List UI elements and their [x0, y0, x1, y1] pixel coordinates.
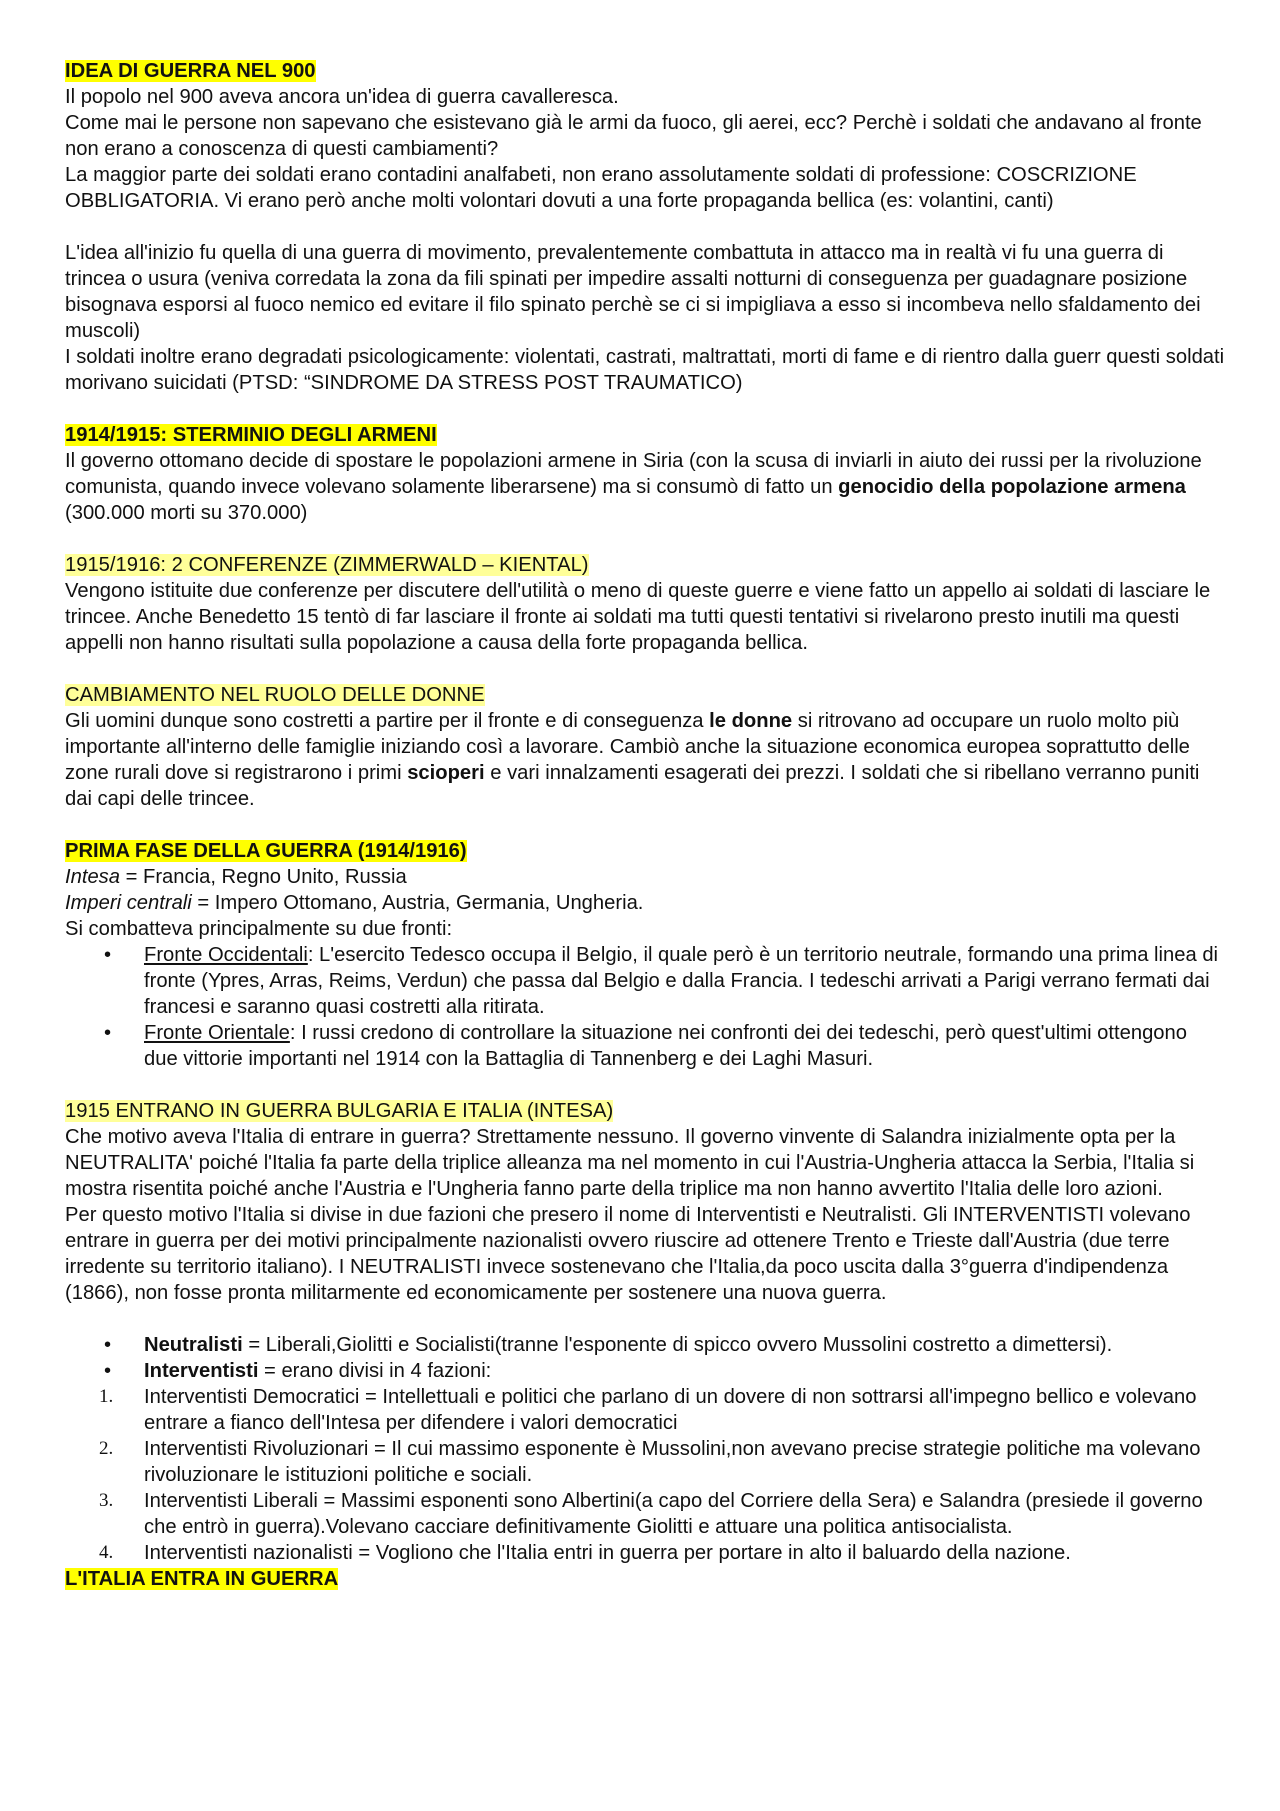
list-item	[65, 1358, 1225, 1384]
text-run: Interventisti Liberali = Massimi esponenti sono Albertini(a capo del Corriere della Sera) e Salandra (presiede il governo che entrò in guerra).Volevano cacciare definitivamente Giolitti e attuare una politica antisocialista.	[144, 1490, 1203, 1538]
list-item	[65, 942, 1225, 1020]
bullet-icon: •	[104, 944, 112, 966]
heading-highlight: 1914/1915: STERMINIO DEGLI ARMENI	[65, 424, 437, 446]
underlined-term: Fronte Occidentali	[144, 944, 308, 966]
italic-term: Intesa	[65, 866, 120, 888]
paragraph: Vengono istituite due conferenze per discutere dell'utilità o meno di queste guerre e viene fatto un appello ai soldati di lasciare le trincee. Anche Benedetto 15 tentò di far lasciare il fronte ai soldati ma tutti questi tentativi si rivelarono presto inutili ma questi appelli non hanno risultati sulla popolazione a causa della forte propaganda bellica.	[65, 580, 1211, 654]
list-number: 2.	[99, 1438, 114, 1459]
blank-line	[65, 214, 1225, 240]
section-heading	[65, 1098, 1225, 1124]
bold-text: genocidio della popolazione armena	[838, 476, 1186, 498]
text-run: = Francia, Regno Unito, Russia	[120, 866, 407, 888]
text-run: si ritrovano ad occupare un ruolo molto più importante all'interno delle famiglie iniziando così a lavorare. Cambiò anche la situazione economica europea soprattutto delle zone rurali dove si registrarono i primi	[65, 710, 1190, 784]
italic-term: Imperi centrali	[65, 892, 192, 914]
underlined-term: Fronte Orientale	[144, 1022, 290, 1044]
text-run: Interventisti Democratici = Intellettuali e politici che parlano di un dovere di non sottrarsi all'impegno bellico e volevano entrare a fianco dell'Intesa per difendere i valori democratici	[144, 1386, 1197, 1434]
paragraph: Si combatteva principalmente su due fronti:	[65, 918, 453, 940]
text-run: = Liberali,Giolitti e Socialisti(tranne l'esponente di spicco ovvero Mussolini costretto a dimettersi).	[242, 1334, 1113, 1356]
bullet-icon: •	[104, 1022, 112, 1044]
text-run: = Impero Ottomano, Austria, Germania, Ungheria.	[191, 892, 644, 914]
heading-highlight: CAMBIAMENTO NEL RUOLO DELLE DONNE	[65, 684, 485, 706]
text-run: = erano divisi in 4 fazioni:	[258, 1360, 492, 1382]
section-heading	[65, 422, 1225, 448]
blank-line	[65, 656, 1225, 682]
list-item	[65, 1540, 1225, 1566]
paragraph: Il popolo nel 900 aveva ancora un'idea di guerra cavalleresca.	[65, 86, 619, 108]
text-run: Interventisti nazionalisti = Vogliono che l'Italia entri in guerra per portare in alto il baluardo della nazione.	[144, 1542, 1071, 1564]
bullet-icon: •	[104, 1334, 112, 1356]
text-run: e vari innalzamenti esagerati dei prezzi. I soldati che si ribellano verranno puniti dai capi delle trincee.	[65, 762, 1200, 810]
text-run: Il governo ottomano decide di spostare le popolazioni armene in Siria (con la scusa di inviarli in aiuto dei russi per la rivoluzione comunista, quando invece volevano solamente liberarsene) ma si consumò di fatto un	[65, 450, 1202, 498]
text-run: Gli uomini dunque sono costretti a partire per il fronte e di conseguenza	[65, 710, 710, 732]
paragraph	[65, 448, 1225, 526]
paragraph	[65, 708, 1225, 812]
text-run: (300.000 morti su 370.000)	[65, 502, 308, 524]
bullet-icon: •	[104, 1360, 112, 1382]
paragraph: L'idea all'inizio fu quella di una guerra di movimento, prevalentemente combattuta in attacco ma in realtà vi fu una guerra di trincea o usura (veniva corredata la zona da fili spinati per impedire assalti notturni di conseguenza per guadagnare posizione bisognava esporsi al fuoco nemico ed evitare il filo spinato perchè se ci si impigliava a esso si incombeva nello sfaldamento dei muscoli)	[65, 242, 1201, 342]
blank-line	[65, 812, 1225, 838]
list-number: 4.	[99, 1542, 114, 1563]
bold-text: Interventisti	[144, 1360, 259, 1382]
paragraph	[65, 890, 1225, 916]
section-heading	[65, 838, 1225, 864]
heading-highlight: 1915/1916: 2 CONFERENZE (ZIMMERWALD – KIENTAL)	[65, 554, 589, 576]
list-item	[65, 1332, 1225, 1358]
blank-line	[65, 1072, 1225, 1098]
blank-line	[65, 1306, 1225, 1332]
text-run: : L'esercito Tedesco occupa il Belgio, il quale però è un territorio neutrale, formando una prima linea di fronte (Ypres, Arras, Reims, Verdun) che passa dal Belgio e dalla Francia. I tedeschi arrivati a Parigi verrano fermati dai francesi e saranno quasi costretti alla ritirata.	[144, 944, 1219, 1018]
paragraph: Come mai le persone non sapevano che esistevano già le armi da fuoco, gli aerei, ecc? Perchè i soldati che andavano al fronte non erano a conoscenza di questi cambiamenti?	[65, 112, 1202, 160]
bullet-list	[65, 942, 1225, 1072]
section-heading	[65, 682, 1225, 708]
paragraph: La maggior parte dei soldati erano contadini analfabeti, non erano assolutamente soldati di professione: COSCRIZIONE OBBLIGATORIA. Vi erano però anche molti volontari dovuti a una forte propaganda bellica (es: volantini, canti)	[65, 164, 1137, 212]
heading-highlight: 1915 ENTRANO IN GUERRA BULGARIA E ITALIA (INTESA)	[65, 1100, 614, 1122]
blank-line	[65, 526, 1225, 552]
list-item	[65, 1436, 1225, 1488]
section-heading	[65, 552, 1225, 578]
heading-highlight: L'ITALIA ENTRA IN GUERRA	[65, 1568, 339, 1590]
list-item	[65, 1384, 1225, 1436]
bold-text: le donne	[709, 710, 793, 732]
paragraph: Che motivo aveva l'Italia di entrare in guerra? Strettamente nessuno. Il governo vinvente di Salandra inizialmente opta per la NEUTRALITA' poiché l'Italia fa parte della triplice alleanza ma nel momento in cui l'Austria-Ungheria attacca la Serbia, l'Italia si mostra risentita poiché anche l'Austria e l'Ungheria fanno parte della triplice ma non hanno avvertito l'Italia delle loro azioni.	[65, 1126, 1195, 1200]
bullet-list	[65, 1332, 1225, 1384]
list-number: 1.	[99, 1386, 114, 1407]
bold-text: scioperi	[407, 762, 485, 784]
list-item	[65, 1020, 1225, 1072]
text-run: : I russi credono di controllare la situazione nei confronti dei dei tedeschi, però quest'ultimi ottengono due vittorie importanti nel 1914 con la Battaglia di Tannenberg e dei Laghi Masuri.	[144, 1022, 1187, 1070]
section-heading	[65, 58, 1225, 84]
bold-text: Neutralisti	[144, 1334, 243, 1356]
list-item	[65, 1488, 1225, 1540]
heading-highlight: PRIMA FASE DELLA GUERRA (1914/1916)	[65, 840, 467, 862]
list-number: 3.	[99, 1490, 114, 1511]
heading-highlight: IDEA DI GUERRA NEL 900	[65, 60, 316, 82]
section-heading	[65, 1566, 1225, 1592]
paragraph: Per questo motivo l'Italia si divise in due fazioni che presero il nome di Interventisti e Neutralisti. Gli INTERVENTISTI volevano entrare in guerra per dei motivi principalmente nazionalisti ovvero riuscire ad ottenere Trento e Trieste dall'Austria (due terre irredente su territorio italiano). I NEUTRALISTI invece sostenevano che l'Italia,da poco uscita dalla 3°guerra d'indipendenza (1866), non fosse pronta militarmente ed economicamente per sostenere una nuova guerra.	[65, 1204, 1191, 1304]
paragraph	[65, 864, 1225, 890]
paragraph: I soldati inoltre erano degradati psicologicamente: violentati, castrati, maltrattati, morti di fame e di rientro dalla guerr questi soldati morivano suicidati (PTSD: “SINDROME DA STRESS POST TRAUMATICO)	[65, 346, 1225, 394]
text-run: Interventisti Rivoluzionari = Il cui massimo esponente è Mussolini,non avevano precise strategie politiche ma volevano rivoluzionare le istituzioni politiche e sociali.	[144, 1438, 1201, 1486]
document-page	[65, 58, 1225, 1592]
numbered-list	[65, 1384, 1225, 1566]
blank-line	[65, 396, 1225, 422]
